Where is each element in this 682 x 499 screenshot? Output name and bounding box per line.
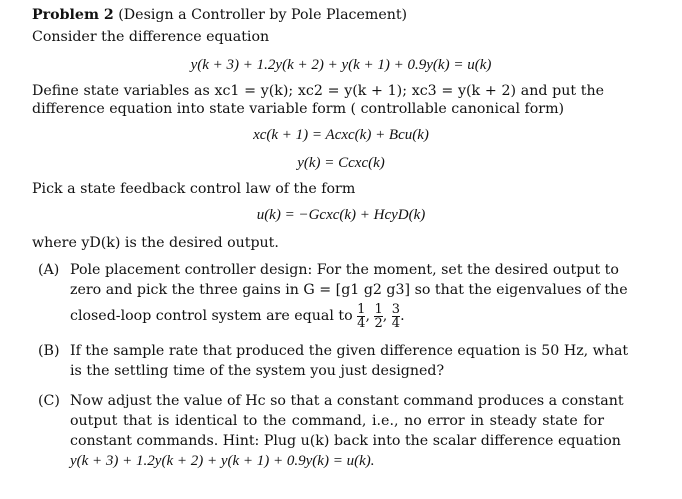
part-b-line-2: is the settling time of the system you just designed? bbox=[70, 363, 445, 379]
eigenvalue-numerator: 1 bbox=[374, 301, 383, 317]
control-law-intro: Pick a state feedback control law of the form bbox=[32, 181, 356, 197]
difference-equation: y(k + 3) + 1.2y(k + 2) + y(k + 1) + 0.9y(k) = u(k) bbox=[190, 57, 492, 73]
part-c-label: (C) bbox=[38, 393, 60, 409]
eigenvalue-fraction bbox=[392, 303, 400, 330]
output-equation: y(k) = Ccxc(k) bbox=[297, 155, 385, 171]
state-equation: xc(k + 1) = Acxc(k) + Bcu(k) bbox=[253, 127, 429, 143]
part-a-line-3: closed-loop control system are equal to $\frac{1}{4}$ , $\frac{1}{2}$ , $\frac{3}{4}$ . bbox=[70, 301, 405, 331]
eigenvalue-numerator: 1 bbox=[357, 301, 366, 317]
intro-text: Consider the difference equation bbox=[32, 29, 270, 45]
part-a-line-2: zero and pick the three gains in G = [g1 g2 g3] so that the eigenvalues of the bbox=[70, 282, 628, 298]
part-a-label: (A) bbox=[38, 262, 60, 278]
part-c-line-4: y(k + 3) + 1.2y(k + 2) + y(k + 1) + 0.9y(k) = u(k). bbox=[70, 453, 375, 469]
control-law-equation: u(k) = −Gcxc(k) + HcyD(k) bbox=[256, 207, 426, 223]
state-definition-line-2: difference equation into state variable form ( controllable canonical form) bbox=[32, 101, 565, 117]
eigenvalue-fraction bbox=[374, 303, 382, 330]
problem-label: Problem 2 bbox=[32, 7, 114, 23]
eigenvalue-denominator: 2 bbox=[374, 315, 383, 331]
problem-title: (Design a Controller by Pole Placement) bbox=[113, 7, 408, 23]
part-c-line-1: Now adjust the value of Hc so that a constant command produces a constant bbox=[70, 393, 624, 409]
eigenvalue-denominator: 4 bbox=[391, 315, 401, 331]
part-b-line-1: If the sample rate that produced the given difference equation is 50 Hz, what bbox=[70, 343, 629, 359]
part-a-line-1: Pole placement controller design: For the moment, set the desired output to bbox=[70, 262, 619, 278]
part-b-label: (B) bbox=[38, 343, 60, 359]
part-c-line-3: constant commands. Hint: Plug u(k) back into the scalar difference equation bbox=[70, 433, 621, 449]
problem-heading bbox=[32, 6, 407, 24]
eigenvalue-denominator: 4 bbox=[357, 315, 366, 331]
eigenvalue-numerator: 3 bbox=[391, 301, 401, 317]
state-definition-line-1: Define state variables as xc1 = y(k); xc2 = y(k + 1); xc3 = y(k + 2) and put the bbox=[32, 83, 604, 99]
part-a-line-3-text: closed-loop control system are equal to bbox=[70, 308, 353, 324]
part-c-line-2: output that is identical to the command, i.e., no error in steady state for bbox=[70, 413, 604, 429]
desired-output-note: where yD(k) is the desired output. bbox=[32, 235, 279, 251]
